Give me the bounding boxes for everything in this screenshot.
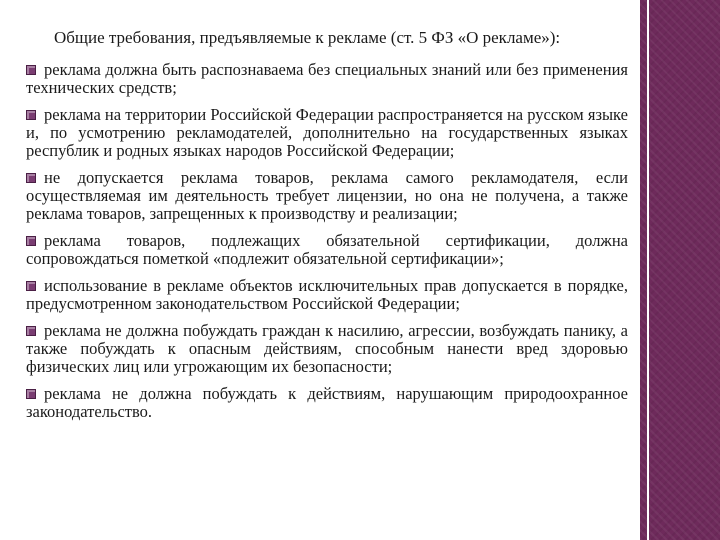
sidebar-divider-line [647, 0, 649, 540]
intro-text: Общие требования, предъявляемые к рекламе (ст. 5 ФЗ «О рекламе»): [54, 28, 561, 47]
square-bullet-icon [26, 110, 36, 120]
list-item-text: реклама товаров, подлежащих обязательной сертификации, должна сопровождаться пометкой «подлежит обязательной сертификации»; [26, 231, 628, 268]
list-item-text: реклама не должна побуждать к действиям, нарушающим природоохранное законодательство. [26, 384, 628, 421]
square-bullet-icon [26, 173, 36, 183]
list-item [26, 106, 628, 160]
slide-content [26, 26, 628, 430]
list-item [26, 385, 628, 421]
decorative-sidebar [640, 0, 720, 540]
list-item [26, 277, 628, 313]
list-item-text: реклама на территории Российской Федерации распространяется на русском языке и, по усмотрению рекламодателей, дополнительно на государственных языках республик и родных языках народов Российской Федерации; [26, 105, 628, 160]
square-bullet-icon [26, 236, 36, 246]
list-item-text: реклама должна быть распознаваема без специальных знаний или без применения технических средств; [26, 60, 628, 97]
list-item-text: не допускается реклама товаров, реклама самого рекламодателя, если осуществляемая им деятельность требует лицензии, но она не получена, а также реклама товаров, запрещенных к производству и реализации; [26, 168, 628, 223]
list-item [26, 169, 628, 223]
list-item-text: использование в рекламе объектов исключительных прав допускается в порядке, предусмотренном законодательством Российской Федерации; [26, 276, 628, 313]
square-bullet-icon [26, 281, 36, 291]
list-item [26, 61, 628, 97]
requirements-list [26, 61, 628, 421]
list-item [26, 322, 628, 376]
square-bullet-icon [26, 65, 36, 75]
square-bullet-icon [26, 389, 36, 399]
list-item [26, 232, 628, 268]
square-bullet-icon [26, 326, 36, 336]
list-item-text: реклама не должна побуждать граждан к насилию, агрессии, возбуждать панику, а также побуждать к опасным действиям, способным нанести вред здоровью физических лиц или угрожающим их безопасности; [26, 321, 628, 376]
